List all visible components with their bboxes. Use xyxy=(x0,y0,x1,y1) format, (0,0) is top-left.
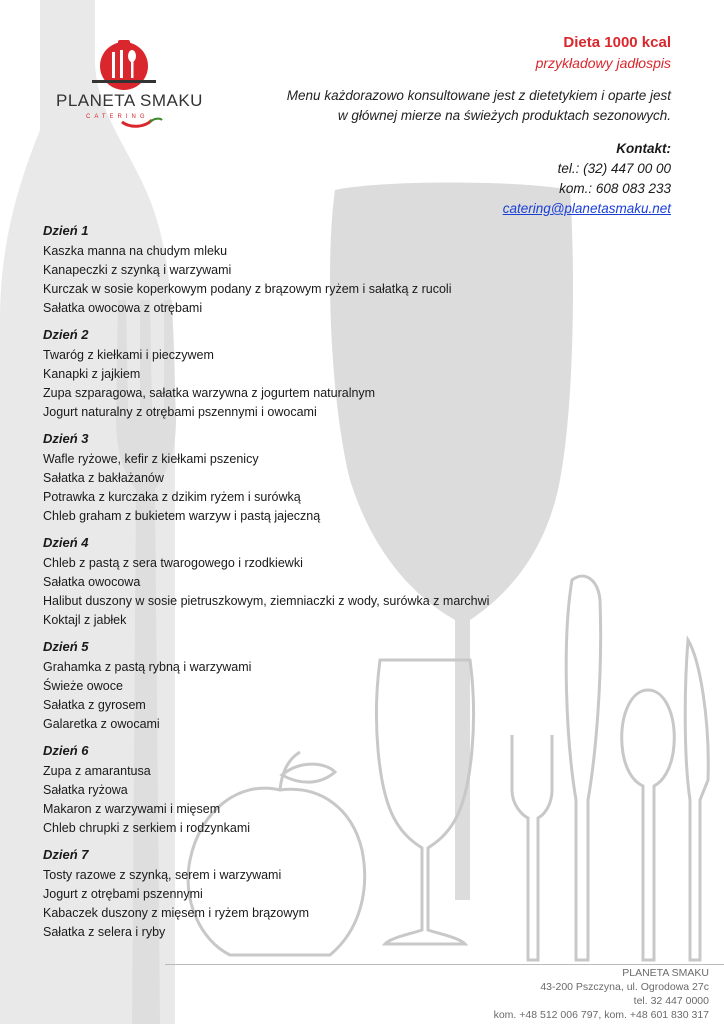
day-block xyxy=(43,636,563,734)
meal-item: Sałatka owocowa xyxy=(43,575,141,589)
day-block xyxy=(43,844,563,942)
header-block xyxy=(231,33,671,219)
spoon-outline xyxy=(622,690,674,960)
contact-heading: Kontakt: xyxy=(616,141,671,156)
day-heading: Dzień 4 xyxy=(43,535,89,550)
logo-name: PLANETA SMAKU xyxy=(56,91,203,110)
meal-item: Świeże owoce xyxy=(43,679,123,693)
day-heading: Dzień 3 xyxy=(43,431,89,446)
contact-email-link[interactable]: catering@planetasmaku.net xyxy=(502,201,671,216)
meal-item: Jogurt z otrębami pszennymi xyxy=(43,887,203,901)
butter-knife-outline xyxy=(685,640,708,960)
meal-item: Zupa z amarantusa xyxy=(43,764,151,778)
intro-text xyxy=(231,86,671,126)
meal-item: Kanapki z jajkiem xyxy=(43,367,141,381)
meal-item: Wafle ryżowe, kefir z kiełkami pszenicy xyxy=(43,452,259,466)
meal-item: Chleb graham z bukietem warzyw i pastą jajeczną xyxy=(43,509,321,523)
meal-item: Tosty razowe z szynką, serem i warzywami xyxy=(43,868,282,882)
footer-contact xyxy=(494,966,709,1022)
footer-company: PLANETA SMAKU xyxy=(622,967,709,979)
menu-list xyxy=(43,220,563,948)
meal-item: Galaretka z owocami xyxy=(43,717,160,731)
meal-item: Makaron z warzywami i mięsem xyxy=(43,802,221,816)
day-heading: Dzień 7 xyxy=(43,847,89,862)
day-block xyxy=(43,428,563,526)
footer-address: 43-200 Pszczyna, ul. Ogrodowa 27c xyxy=(540,981,709,993)
meal-item: Sałatka owocowa z otrębami xyxy=(43,301,203,315)
footer-mobiles: kom. +48 512 006 797, kom. +48 601 830 317 xyxy=(493,1009,709,1021)
meal-item: Koktajl z jabłek xyxy=(43,613,127,627)
day-heading: Dzień 1 xyxy=(43,223,89,238)
day-block xyxy=(43,532,563,630)
meal-item: Kaszka manna na chudym mleku xyxy=(43,244,228,258)
day-heading: Dzień 6 xyxy=(43,743,89,758)
day-block xyxy=(43,324,563,422)
meal-item: Kanapeczki z szynką i warzywami xyxy=(43,263,232,277)
meal-item: Jogurt naturalny z otrębami pszennymi i owocami xyxy=(43,405,317,419)
meal-item: Sałatka z gyrosem xyxy=(43,698,146,712)
day-block xyxy=(43,220,563,318)
day-block xyxy=(43,740,563,838)
meal-item: Kurczak w sosie koperkowym podany z brązowym ryżem i sałatką z rucoli xyxy=(43,282,452,296)
meal-item: Zupa szparagowa, sałatka warzywna z jogurtem naturalnym xyxy=(43,386,376,400)
footer-divider xyxy=(165,964,724,965)
meal-item: Kabaczek duszony z mięsem i ryżem brązowym xyxy=(43,906,310,920)
day-heading: Dzień 2 xyxy=(43,327,89,342)
meal-item: Sałatka z selera i ryby xyxy=(43,925,166,939)
contact-mobile: kom.: 608 083 233 xyxy=(559,181,671,196)
meal-item: Halibut duszony w sosie pietruszkowym, ziemniaczki z wody, surówka z marchwi xyxy=(43,594,490,608)
meal-item: Sałatka z bakłażanów xyxy=(43,471,164,485)
meal-item: Chleb chrupki z serkiem i rodzynkami xyxy=(43,821,251,835)
meal-item: Grahamka z pastą rybną i warzywami xyxy=(43,660,252,674)
intro-line-2: w głównej mierze na świeżych produktach sezonowych. xyxy=(337,108,671,123)
logo-tagline: CATERING xyxy=(86,114,149,120)
diet-title: Dieta 1000 kcal xyxy=(563,34,671,51)
knife-outline xyxy=(566,576,600,960)
meal-item: Twaróg z kiełkami i pieczywem xyxy=(43,348,214,362)
meal-item: Potrawka z kurczaka z dzikim ryżem i surówką xyxy=(43,490,301,504)
intro-line-1: Menu każdorazowo konsultowane jest z dietetykiem i oparte jest xyxy=(286,88,671,103)
day-heading: Dzień 5 xyxy=(43,639,89,654)
meal-item: Chleb z pastą z sera twarogowego i rzodkiewki xyxy=(43,556,303,570)
contact-phone: tel.: (32) 447 00 00 xyxy=(557,161,671,176)
diet-subtitle: przykładowy jadłospis xyxy=(535,55,671,71)
footer-phone: tel. 32 447 0000 xyxy=(633,995,709,1007)
meal-item: Sałatka ryżowa xyxy=(43,783,128,797)
planeta-smaku-logo xyxy=(52,40,202,136)
